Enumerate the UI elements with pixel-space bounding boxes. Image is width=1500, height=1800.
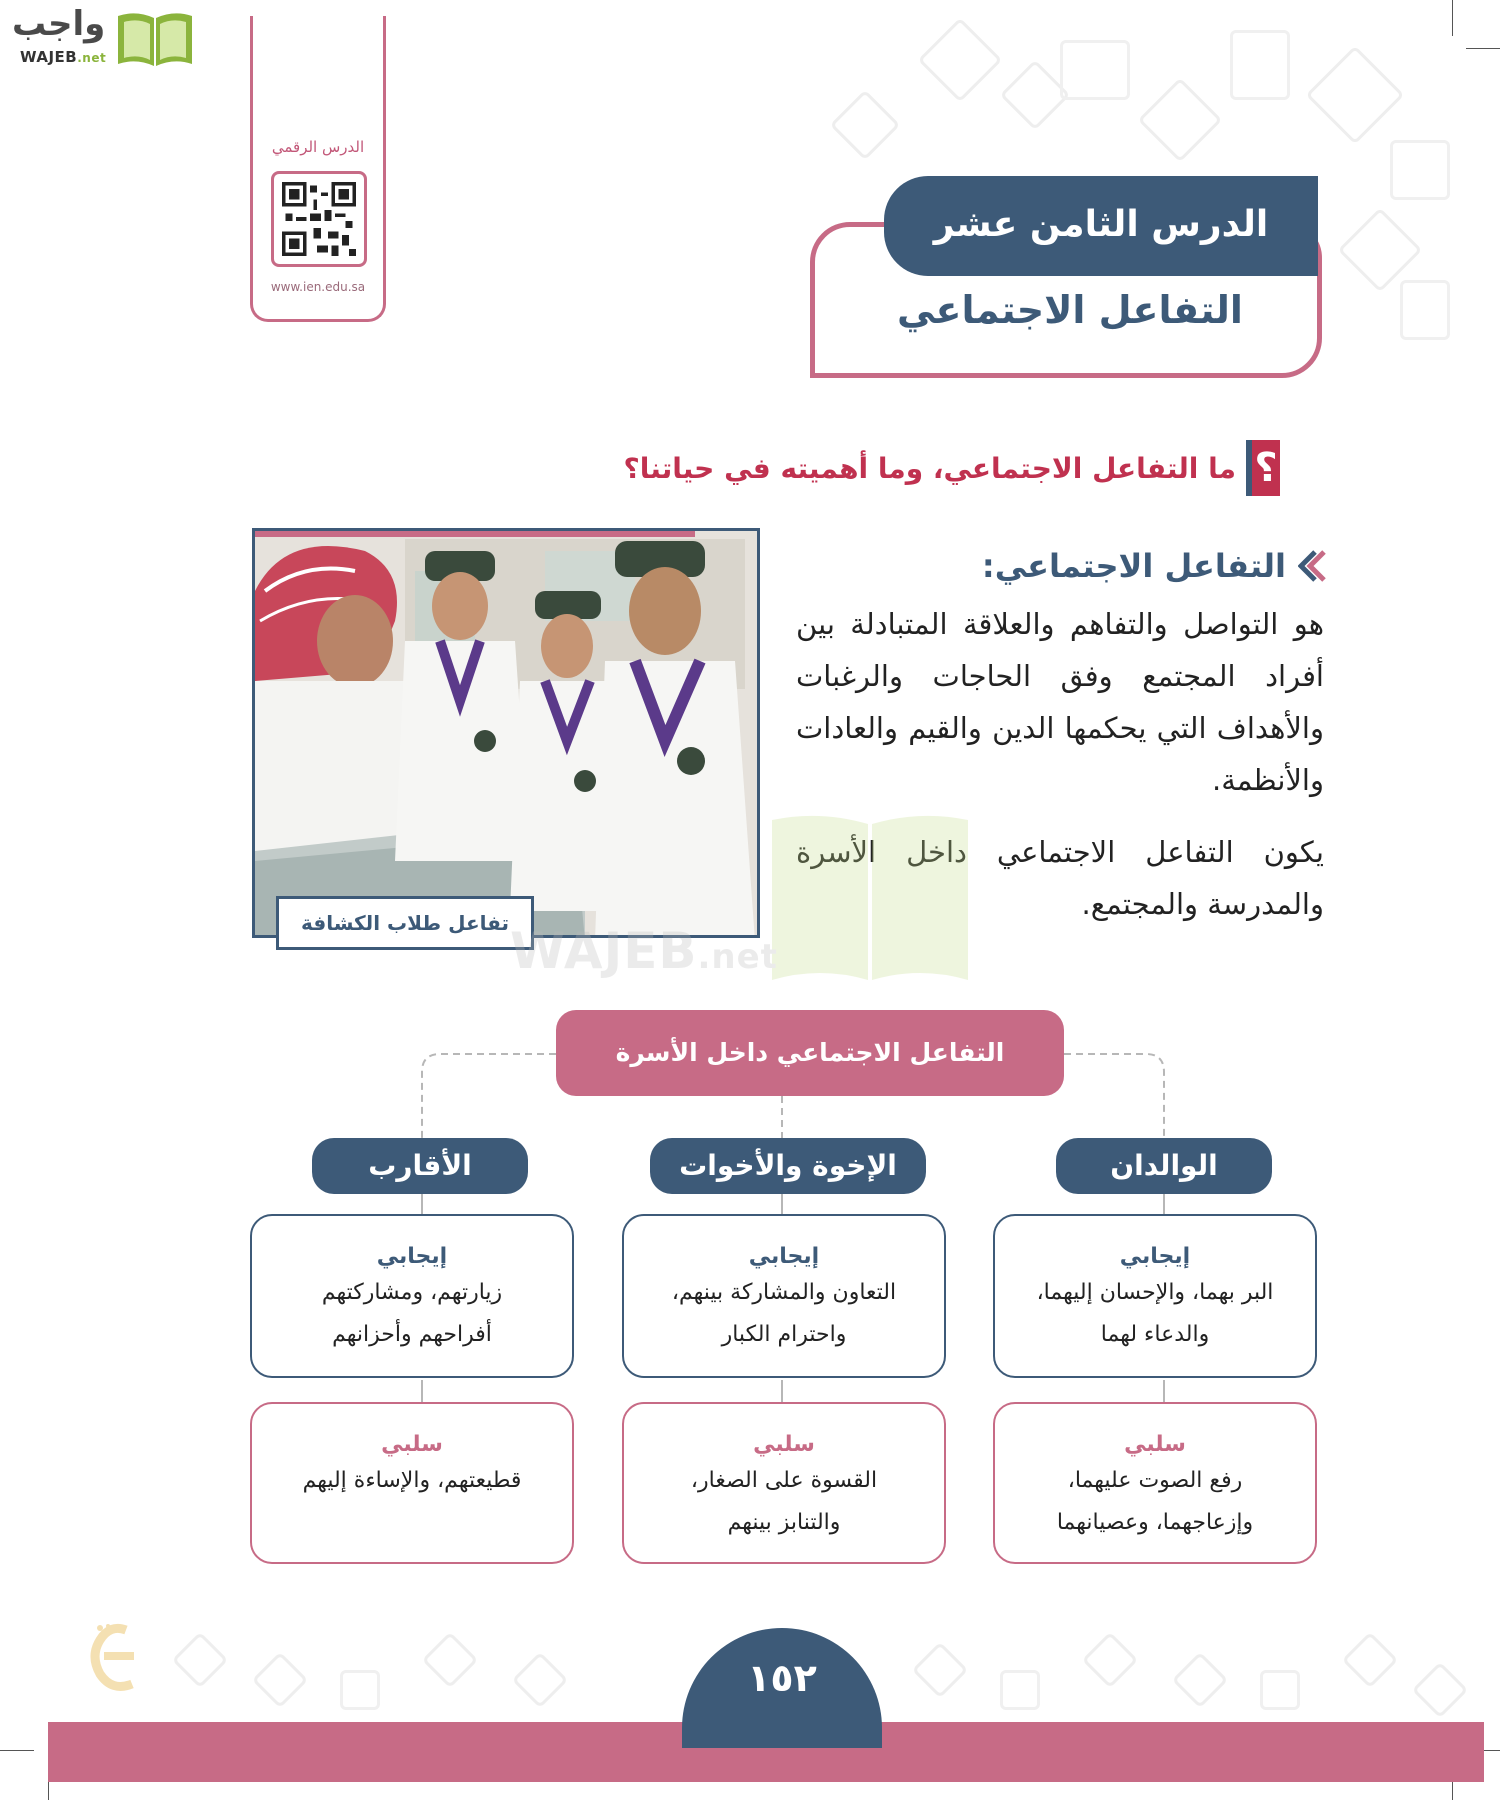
category-parents: الوالدان [1056,1138,1272,1194]
positive-text-line: والدعاء لهما [1100,1322,1210,1347]
definition-paragraph: هو التواصل والتفاهم والعلاقة المتبادلة بين أفراد المجتمع وفق الحاجات والرغبات والأهداف التي يحكمها الدين والقيم والعادات والأنظمة. [796,607,1324,797]
watermark-text: WAJEB.net [510,922,778,980]
parents-positive-card [993,1214,1317,1378]
negative-label: سلبي [753,1432,815,1457]
negative-text-line: والتنابز بينهم [727,1510,841,1535]
negative-label: سلبي [381,1432,443,1457]
digital-lesson-label: الدرس الرقمي [271,138,365,156]
parents-negative-card [993,1402,1317,1564]
positive-text-line: زيارتهم، ومشاركتهم [321,1280,503,1305]
positive-text-line: التعاون والمشاركة بينهم، [671,1280,897,1305]
relatives-positive-card [250,1214,574,1378]
photo-accent-bar [255,531,695,537]
negative-label: سلبي [1124,1432,1186,1457]
lesson-question [623,438,1280,498]
category-siblings: الإخوة والأخوات [650,1138,926,1194]
question-mark-icon: ؟ [1246,440,1280,496]
positive-text-line: البر بهما، والإحسان إليهما، [1036,1280,1274,1305]
ministry-logo-icon [86,1622,150,1698]
positive-text-line: واحترام الكبار [721,1322,847,1347]
negative-text-line: القسوة على الصغار، [690,1468,878,1493]
family-interaction-header: التفاعل الاجتماعي داخل الأسرة [556,1010,1064,1096]
scope-paragraph: يكون التفاعل الاجتماعي داخل الأسرة والمدرسة والمجتمع. [796,835,1324,921]
digital-lesson-url[interactable]: www.ien.edu.sa [270,280,366,294]
page-number: ١٥٢ [747,1656,817,1700]
positive-label: إيجابي [1119,1244,1191,1269]
positive-label: إيجابي [748,1244,820,1269]
brand-logo[interactable] [8,4,198,70]
brand-site: WAJEB.net [20,48,107,66]
positive-text-line: أفراحهم وأحزانهم [332,1322,492,1347]
question-text: ما التفاعل الاجتماعي، وما أهميته في حياتنا؟ [623,451,1236,485]
positive-label: إيجابي [376,1244,448,1269]
double-chevron-icon [1298,548,1326,584]
lesson-number-title: الدرس الثامن عشر [884,176,1318,276]
brand-name: واجب [12,4,106,44]
photo-caption: تفاعل طلاب الكشافة [276,896,534,950]
qr-code-icon[interactable] [271,171,367,267]
digital-lesson-panel [250,16,386,322]
book-icon [114,8,196,68]
definition-title: التفاعل الاجتماعي: [981,547,1286,585]
siblings-positive-card [622,1214,946,1378]
lesson-title: التفاعل الاجتماعي [897,288,1243,332]
wajeb-watermark [510,810,1010,990]
siblings-negative-card [622,1402,946,1564]
negative-text-line: وإزعاجهما، وعصيانهما [1056,1510,1254,1535]
relatives-negative-card [250,1402,574,1564]
negative-text-line: قطيعتهم، والإساءة إليهم [302,1468,522,1493]
negative-text-line: رفع الصوت عليهما، [1067,1468,1243,1493]
category-relatives: الأقارب [312,1138,528,1194]
definition-heading [930,540,1326,592]
